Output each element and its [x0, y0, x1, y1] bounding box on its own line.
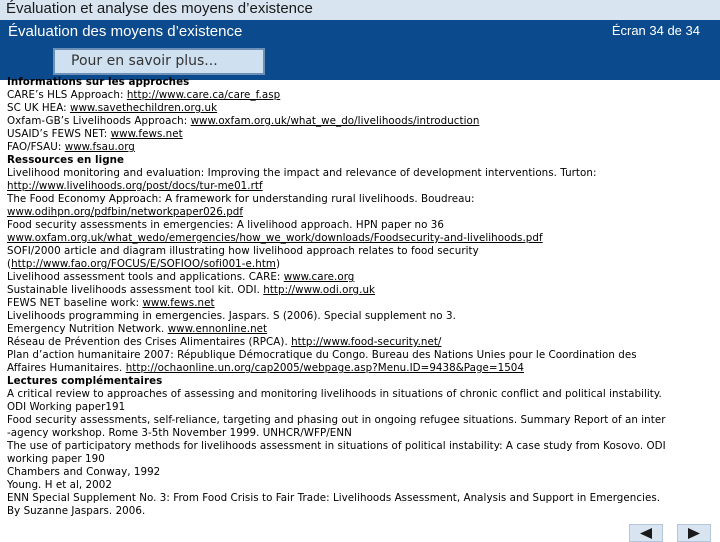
line-text: SC UK HEA: — [7, 102, 70, 114]
resource-line — [7, 193, 715, 206]
line-text: Chambers and Conway, 1992 — [7, 466, 161, 478]
line-text: Livelihood monitoring and evaluation: Improving the impact and relevance of development interventions. Turton: — [7, 167, 597, 179]
course-header — [0, 20, 720, 44]
resource-line — [7, 388, 715, 401]
resource-link[interactable]: http://www.care.ca/care_f.asp — [126, 89, 281, 101]
line-text: The use of participatory methods for livelihoods assessment in situations of political instability: A case study from Kosovo. ODI — [7, 440, 666, 452]
line-text: The Food Economy Approach: A framework for understanding rural livelihoods. Boudreau: — [7, 193, 475, 205]
screen-counter: Écran 34 de 34 — [611, 23, 700, 38]
line-text: CARE’s HLS Approach: — [7, 89, 127, 101]
line-text: Oxfam-GB’s Livelihoods Approach: — [7, 115, 191, 127]
panel-title: Pour en savoir plus... — [53, 48, 265, 75]
resource-line — [7, 401, 715, 414]
section-heading — [7, 375, 715, 388]
resource-line — [7, 167, 715, 180]
line-text: -agency workshop. Rome 3-5th November 1999. UNHCR/WFP/ENN — [7, 427, 352, 439]
resource-link[interactable]: http://www.fao.org/FOCUS/E/SOFIOO/sofi001-e.htm — [11, 258, 276, 270]
line-text: Plan d’action humanitaire 2007: République Démocratique du Congo. Bureau des Nations Unies pour le Coordination des — [7, 349, 637, 361]
resource-line — [7, 453, 715, 466]
resource-line — [7, 219, 715, 232]
resource-line — [7, 89, 715, 102]
resource-line — [7, 102, 715, 115]
resource-link[interactable]: www.fews.net — [142, 297, 215, 309]
line-text: Affaires Humanitaires. — [7, 362, 126, 374]
resource-line — [7, 115, 715, 128]
line-text: ODI Working paper191 — [7, 401, 126, 413]
next-button[interactable] — [677, 524, 711, 542]
resource-link[interactable]: www.oxfam.org.uk/what_we_do/livelihoods/introduction — [190, 115, 480, 127]
resource-line — [7, 141, 715, 154]
resource-line — [7, 336, 715, 349]
resource-line — [7, 128, 715, 141]
resource-link[interactable]: http://ochaonline.un.org/cap2005/webpage.asp?Menu.ID=9438&Page=1504 — [125, 362, 525, 374]
resource-link[interactable]: www.odihpn.org/pdfbin/networkpaper026.pdf — [7, 206, 244, 218]
line-text: ( — [7, 258, 12, 270]
resource-link[interactable]: www.fsau.org — [64, 141, 135, 153]
line-text: Livelihoods programming in emergencies. Jaspars. S (2006). Special supplement no 3. — [7, 310, 456, 322]
section-heading — [7, 76, 715, 89]
resource-line — [7, 349, 715, 362]
prev-button[interactable] — [629, 524, 663, 542]
line-suffix: ) — [275, 258, 281, 270]
line-text: Food security assessments in emergencies: A livelihood approach. HPN paper no 36 — [7, 219, 445, 231]
line-text: FEWS NET baseline work: — [7, 297, 143, 309]
resource-link[interactable]: http://www.livelihoods.org/post/docs/tur-me01.rtf — [7, 180, 263, 192]
resource-link[interactable]: http://www.food-security.net/ — [291, 336, 442, 348]
resource-link[interactable]: www.fews.net — [110, 128, 183, 140]
resource-line — [7, 323, 715, 336]
line-text: Young. H et al, 2002 — [7, 479, 112, 491]
resource-line — [7, 271, 715, 284]
resource-line — [7, 479, 715, 492]
resource-link[interactable]: http://www.odi.org.uk — [263, 284, 376, 296]
resource-line — [7, 492, 715, 505]
triangle-left-icon — [638, 527, 654, 540]
triangle-right-icon — [686, 527, 702, 540]
resource-line — [7, 232, 715, 245]
resource-line — [7, 440, 715, 453]
line-text: working paper 190 — [7, 453, 105, 465]
resource-line — [7, 180, 715, 193]
line-text: Livelihood assessment tools and applications. CARE: — [7, 271, 284, 283]
resource-line — [7, 297, 715, 310]
line-text: Lectures complémentaires — [7, 375, 163, 387]
resource-link[interactable]: www.ennonline.net — [167, 323, 268, 335]
line-text: By Suzanne Jaspars. 2006. — [7, 505, 146, 517]
resource-line — [7, 245, 715, 258]
line-text: ENN Special Supplement No. 3: From Food Crisis to Fair Trade: Livelihoods Assessment, Analysis and Support in Emergencies. — [7, 492, 661, 504]
resource-line — [7, 310, 715, 323]
nav-bar — [0, 526, 720, 540]
section-heading — [7, 154, 715, 167]
resource-link[interactable]: www.savethechildren.org.uk — [69, 102, 218, 114]
line-text: Emergency Nutrition Network. — [7, 323, 168, 335]
line-text: FAO/FSAU: — [7, 141, 65, 153]
line-text: Sustainable livelihoods assessment tool kit. ODI. — [7, 284, 264, 296]
resource-line — [7, 505, 715, 518]
resource-link[interactable]: www.oxfam.org.uk/what_wedo/emergencies/how_we_work/downloads/Foodsecurity-and-livelihoods.pdf — [7, 232, 543, 244]
resource-line — [7, 206, 715, 219]
line-text: SOFI/2000 article and diagram illustrating how livelihood approach relates to food security — [7, 245, 479, 257]
resource-list — [7, 76, 715, 526]
line-text: Informations sur les approches — [7, 76, 190, 88]
window-title: Évaluation et analyse des moyens d’existence — [0, 0, 720, 20]
line-text: Ressources en ligne — [7, 154, 125, 166]
resource-line — [7, 414, 715, 427]
line-text: Réseau de Prévention des Crises Alimentaires (RPCA). — [7, 336, 292, 348]
resource-line — [7, 427, 715, 440]
line-text: A critical review to approaches of assessing and monitoring livelihoods in situations of chronic conflict and political instability. — [7, 388, 662, 400]
resource-link[interactable]: www.care.org — [283, 271, 355, 283]
section-title: Évaluation des moyens d’existence — [8, 23, 243, 40]
resource-line — [7, 284, 715, 297]
resource-line — [7, 258, 715, 271]
line-text: Food security assessments, self-reliance, targeting and phasing out in ongoing refugee situations. Summary Report of an inter — [7, 414, 666, 426]
resource-line — [7, 466, 715, 479]
line-text: USAID’s FEWS NET: — [7, 128, 111, 140]
resource-line — [7, 362, 715, 375]
